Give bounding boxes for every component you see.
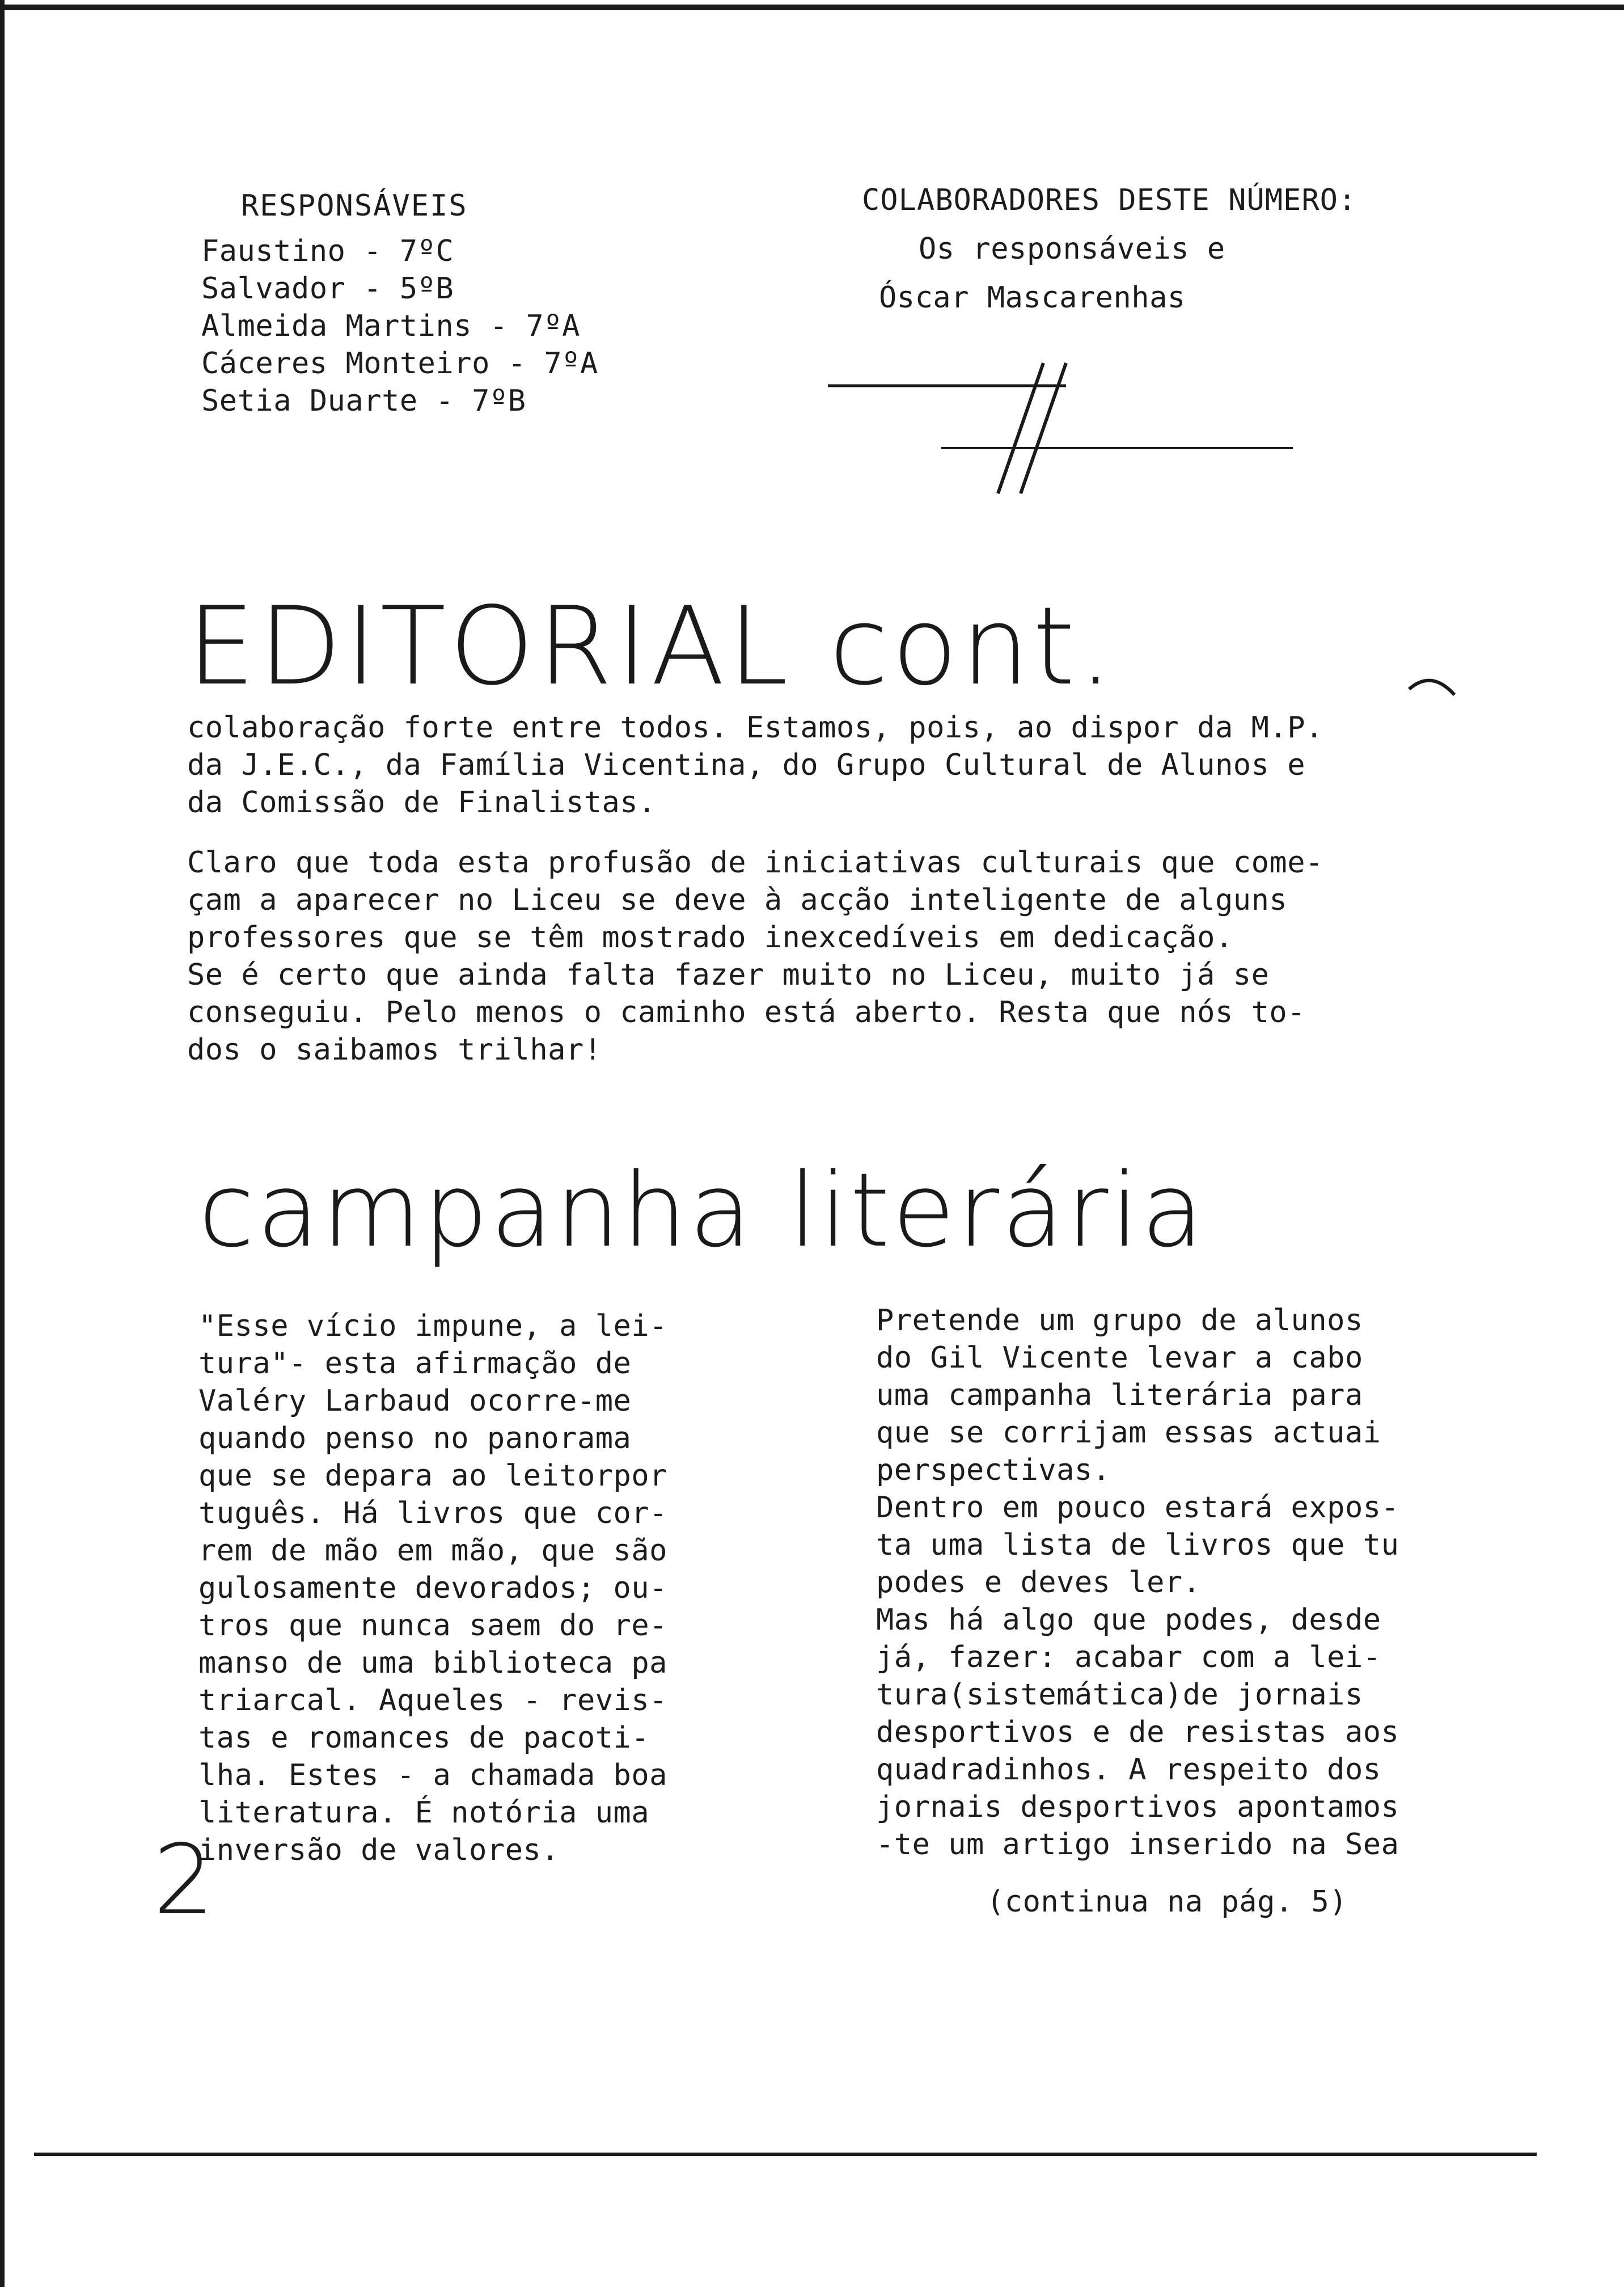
column-line: Pretende um grupo de alunos [876,1303,1363,1337]
responsaveis-block [201,187,712,420]
editorial-line: da Comissão de Finalistas. [187,786,656,820]
responsavel-name: Salvador - 5ºB [201,272,454,306]
column-line: já, fazer: acabar com a lei- [876,1640,1381,1674]
campanha-right-column [876,1302,1500,1863]
editorial-line: conseguiu. Pelo menos o caminho está aberto. Resta que nós to- [187,995,1306,1029]
column-line: manso de uma biblioteca pa [198,1646,667,1680]
corner-arc-mark [1406,672,1457,706]
editorial-line: çam a aparecer no Liceu se deve à acção inteligente de alguns [187,883,1288,917]
page-border-left [0,0,5,2287]
column-line: quando penso no panorama [198,1421,632,1455]
column-line: uma campanha literária para [876,1378,1363,1412]
column-line: tura"- esta afirmação de [198,1347,632,1381]
continua-note: (continua na pág. 5) [987,1885,1348,1919]
editorial-line: Claro que toda esta profusão de iniciativas culturais que come- [187,846,1323,880]
column-line: triarcal. Aqueles - revis- [198,1683,667,1718]
column-line: Dentro em pouco estará expos- [876,1491,1399,1525]
editorial-line: da J.E.C., da Família Vicentina, do Grupo Cultural de Alunos e [187,748,1306,782]
column-line: tros que nunca saem do re- [198,1609,667,1643]
column-line: tuguês. Há livros que cor- [198,1496,667,1530]
column-line: quadradinhos. A respeito dos [876,1753,1381,1787]
column-line: ta uma lista de livros que tu [876,1528,1399,1562]
column-line: lha. Estes - a chamada boa [198,1758,667,1792]
responsavel-name: Faustino - 7ºC [201,234,454,268]
page-number: 2 [153,1824,215,1936]
column-line: literatura. É notória uma [198,1796,650,1830]
responsavel-name: Cáceres Monteiro - 7ºA [201,347,598,381]
column-line: perspectivas. [876,1453,1111,1487]
column-line: que se depara ao leitorpor [198,1459,667,1493]
editorial-line: colaboração forte entre todos. Estamos, pois, ao dispor da M.P. [187,711,1323,745]
column-line: do Gil Vicente levar a cabo [876,1341,1363,1375]
campanha-headline: campanha literária [198,1151,1206,1270]
column-line: -te um artigo inserido na Sea [876,1828,1399,1862]
colaboradores-block [862,182,1486,317]
colaborador-line: Óscar Mascarenhas [879,281,1186,315]
page-margin-tick [0,2110,3,2246]
column-line: desportivos e de resistas aos [876,1715,1399,1749]
column-line: tas e romances de pacoti- [198,1721,650,1755]
column-line: gulosamente devorados; ou- [198,1571,667,1605]
column-line: Mas há algo que podes, desde [876,1603,1381,1637]
editorial-line: professores que se têm mostrado inexcedíveis em dedicação. [187,921,1233,955]
responsavel-name: Almeida Martins - 7ºA [201,309,580,343]
responsavel-name: Setia Duarte - 7ºB [201,384,526,418]
column-line: jornais desportivos apontamos [876,1790,1399,1824]
bottom-rule [34,2153,1537,2156]
editorial-line: Se é certo que ainda falta fazer muito no Liceu, muito já se [187,958,1270,992]
editorial-body [187,709,1491,1069]
colaboradores-title: COLABORADORES DESTE NÚMERO: [862,183,1357,217]
colaborador-line: Os responsáveis e [919,232,1225,266]
campanha-left-column [198,1307,766,1869]
page-border-top [0,5,1624,10]
responsaveis-title: RESPONSÁVEIS [241,189,468,223]
column-line: que se corrijam essas actuai [876,1416,1381,1450]
editorial-line: dos o saibamos trilhar! [187,1033,602,1067]
column-line: tura(sistemática)de jornais [876,1678,1363,1712]
column-line: inversão de valores. [198,1833,560,1867]
double-slash-divider [828,352,1293,499]
column-line: rem de mão em mão, que são [198,1534,667,1568]
column-line: "Esse vício impune, a lei- [198,1309,667,1343]
column-line: Valéry Larbaud ocorre-me [198,1384,632,1418]
column-line: podes e deves ler. [876,1566,1201,1600]
editorial-headline: EDITORIAL cont. [187,584,1116,709]
